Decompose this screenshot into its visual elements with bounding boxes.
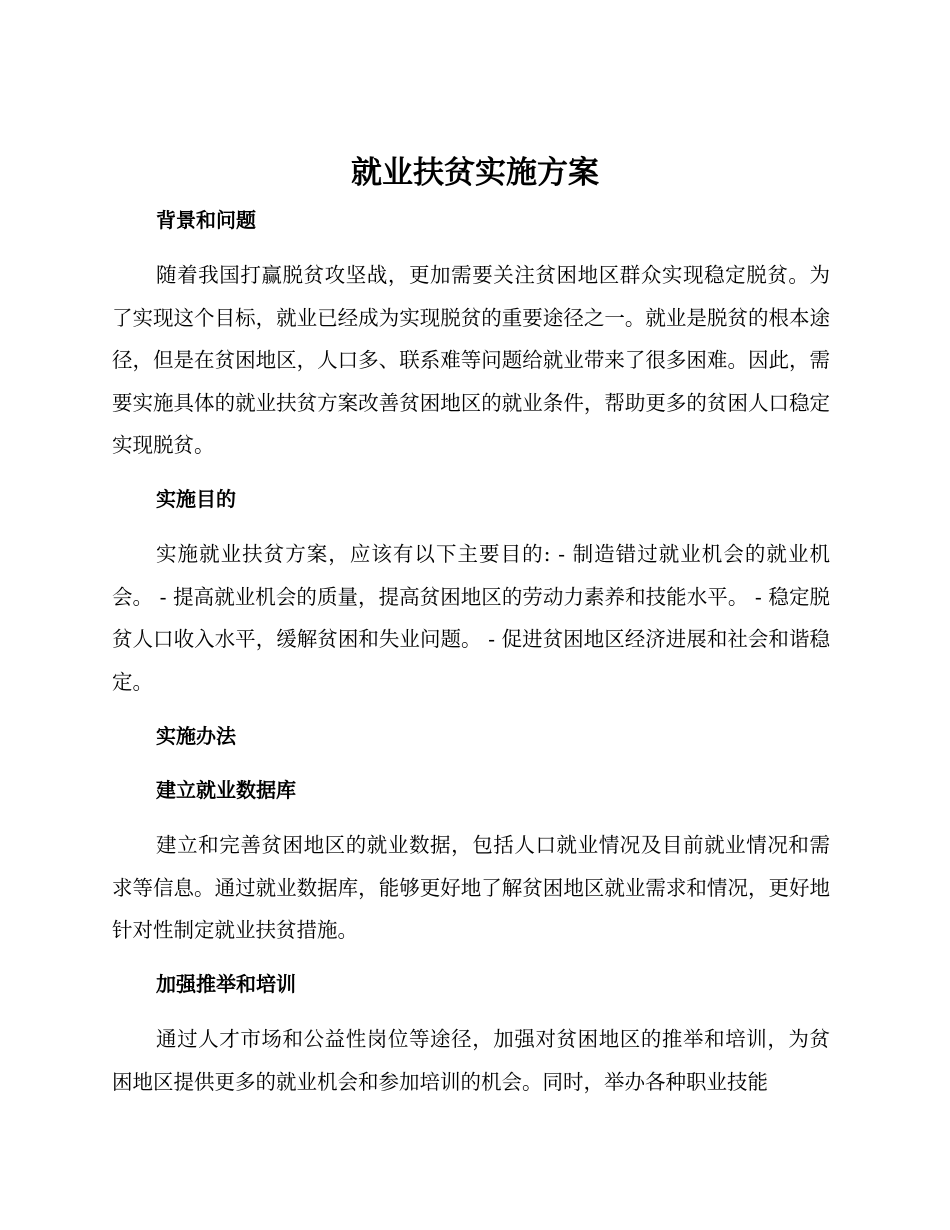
section-heading-goals: 实施目的 bbox=[156, 487, 236, 511]
paragraph-background: 随着我国打赢脱贫攻坚战，更加需要关注贫困地区群众实现稳定脱贫。为了实现这个目标，就业已经成为实现脱贫的重要途径之一。就业是脱贫的根本途径，但是在贫困地区，人口多、联系难等问题给就业带来了很多困难。因此，需要实施具体的就业扶贫方案改善贫困地区的就业条件，帮助更多的贫困人口稳定实现脱贫。 bbox=[112, 263, 830, 457]
section-heading-database: 建立就业数据库 bbox=[156, 778, 296, 802]
section-heading-training: 加强推举和培训 bbox=[156, 972, 296, 996]
section-heading-methods: 实施办法 bbox=[156, 724, 236, 748]
paragraph-training: 通过人才市场和公益性岗位等途径，加强对贫困地区的推举和培训，为贫困地区提供更多的就业机会和参加培训的机会。同时，举办各种职业技能 bbox=[112, 1027, 830, 1094]
paragraph-database: 建立和完善贫困地区的就业数据，包括人口就业情况及目前就业情况和需求等信息。通过就业数据库，能够更好地了解贫困地区就业需求和情况，更好地针对性制定就业扶贫措施。 bbox=[112, 833, 830, 942]
document-title: 就业扶贫实施方案 bbox=[351, 155, 599, 191]
paragraph-goals: 实施就业扶贫方案，应该有以下主要目的: - 制造错过就业机会的就业机会。 - 提高就业机会的质量，提高贫困地区的劳动力素养和技能水平。 - 稳定脱贫人口收入水平，缓解贫困和失业问题。 - 促进贫困地区经济进展和社会和谐稳定。 bbox=[112, 542, 830, 694]
section-heading-background: 背景和问题 bbox=[156, 208, 256, 232]
